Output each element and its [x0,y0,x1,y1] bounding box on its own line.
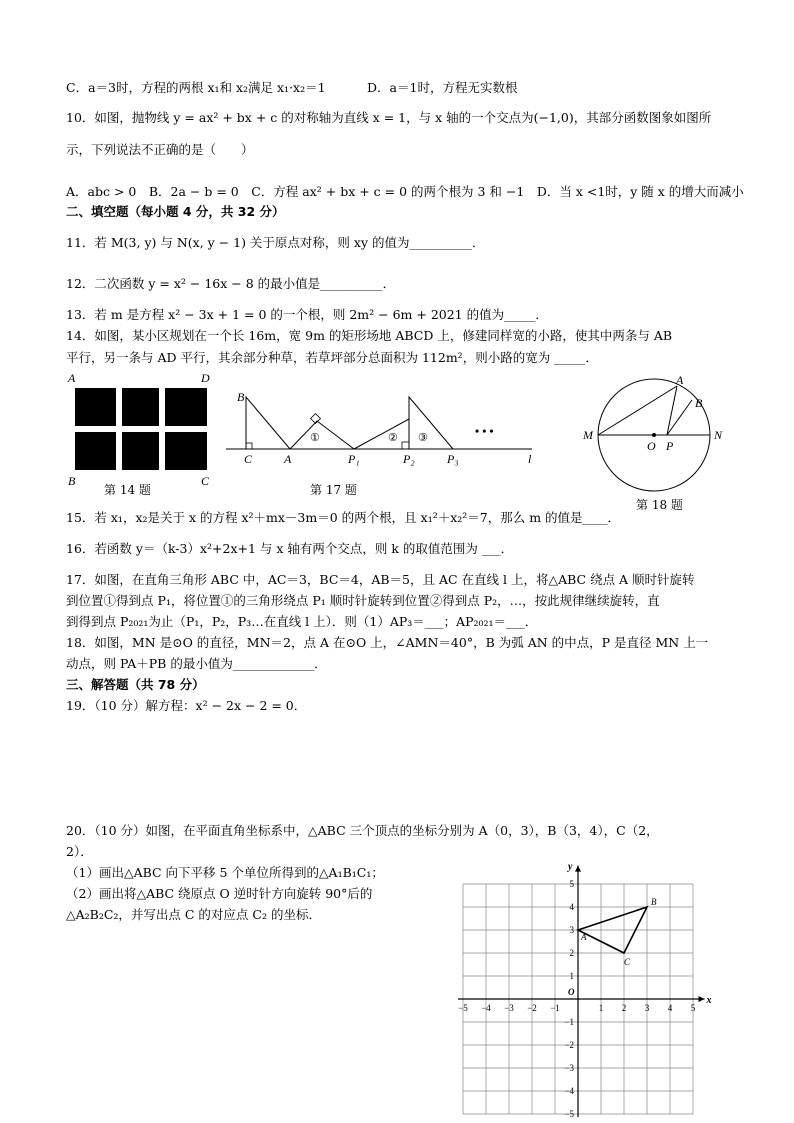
label-M: M [583,428,593,442]
label-circle-2: ② [388,432,398,444]
q18-line2: 动点，则 PA＋PB 的最小值为_____________． [66,656,327,671]
x-axis-arrow [699,996,705,1002]
y-tick-label: 3 [569,925,574,935]
x-tick-label: 1 [598,1003,604,1013]
label-B: B [695,396,703,410]
q14-line2: 平行，另一条与 AD 平行，其余部分种草，若草坪部分总面积为 112m²，则小路的宽为 _____． [66,350,598,365]
y-tick-label: −4 [564,1086,574,1096]
y-tick-label: −2 [564,1040,574,1050]
q17-line3: 到得到点 P₂₀₂₁为止（P₁，P₂，P₃…在直线 l 上）．则（1）AP₃＝___；AP₂₀₂₁＝___． [66,614,538,629]
point-label-C: C [624,957,631,967]
q15: 15．若 x₁，x₂是关于 x 的方程 x²＋mx－3m＝0 的两个根，且 x₁²＋x₂²＝7，那么 m 的值是____． [66,510,621,525]
fig14-caption: 第 14 题 [104,483,151,497]
q19: 19．（10 分）解方程：x² − 2x − 2 = 0． [66,698,307,713]
label-A: A [676,373,684,387]
y-axis-arrow [575,866,581,872]
triangle-2 [354,419,409,449]
q10-options: A．abc > 0 B．2a − b = 0 C．方程 ax² + bx + c = 0 的两个根为 3 和 −1 D．当 x <1时，y 随 x 的增大而减小 [66,184,744,199]
label-C: C [201,474,210,488]
path-horizontal [75,426,207,432]
x-tick-label: −5 [458,1003,468,1013]
y-tick-label: 5 [569,879,574,889]
point-label-A: A [581,932,587,942]
triangle-ABC [246,397,290,449]
y-tick-label: −1 [564,1017,574,1027]
q17-line1: 17．如图，在直角三角形 ABC 中，AC＝3，BC＝4，AB＝5，且 AC 在直线 l 上，将△ABC 绕点 A 顺时针旋转 [66,572,695,587]
label-P3: P₃ [447,452,459,466]
ellipsis: • • • [475,424,494,438]
x-tick-label: 5 [690,1003,696,1013]
label-O: O [647,439,656,453]
x-tick-label: −1 [550,1003,560,1013]
y-tick-label: 2 [569,948,574,958]
label-A: A [68,371,76,385]
q18-line1: 18．如图，MN 是⊙O 的直径，MN＝2，点 A 在⊙O 上，∠AMN＝40°，B 为弧 AN 的中点，P 是直径 MN 上一 [66,635,709,650]
y-tick-label: 1 [569,971,574,981]
fig17-caption: 第 17 题 [310,483,357,497]
label-circle-1: ① [310,432,320,444]
y-axis-label: y [568,861,573,873]
origin-label: O [568,987,575,997]
y-tick-label: 4 [569,902,574,912]
segment-MA [598,386,677,435]
x-tick-label: −2 [527,1003,537,1013]
label-C: C [244,452,253,466]
figure-17 [222,385,542,470]
label-N: N [714,428,723,442]
x-tick-label: 2 [621,1003,627,1013]
path-vertical-1 [116,388,122,470]
section-3-heading: 三、解答题（共 78 分） [66,677,205,692]
label-P1: P₁ [348,452,360,466]
q16: 16．若函数 y＝（k-3）x²+2x+1 与 x 轴有两个交点，则 k 的取值范围为 ___． [66,541,514,556]
q13: 13．若 m 是方程 x² − 3x + 1 = 0 的一个根，则 2m² − 6m + 2021 的值为_____． [66,307,548,322]
label-P2: P₂ [403,452,415,466]
q20-line1: 20．（10 分）如图，在平面直角坐标系中，△ABC 三个顶点的坐标分别为 A（0，3），B（3，4），C（2， [66,823,659,838]
q17-line2: 到位置①得到点 P₁，将位置①的三角形绕点 P₁ 顺时针旋转到位置②得到点 P₂，…，按此规律继续旋转，直 [66,593,660,608]
point-label-B: B [651,897,657,907]
x-tick-label: −4 [481,1003,491,1013]
label-B: B [68,474,76,488]
triangle-3 [409,397,453,449]
y-tick-label: −5 [564,1109,574,1117]
x-axis-label: x [706,995,712,1006]
label-P: P [666,439,674,453]
figure-14 [60,370,220,490]
label-A: A [284,452,292,466]
q12: 12．二次函数 y = x² − 16x − 8 的最小值是__________． [66,276,396,291]
section-2-heading: 二、填空题（每小题 4 分，共 32 分） [66,204,285,219]
path-vertical-2 [159,388,165,470]
q20-sub1: （1）画出△ABC 向下平移 5 个单位所得到的△A₁B₁C₁； [66,865,384,880]
q10-line1: 10．如图，抛物线 y = ax² + bx + c 的对称轴为直线 x = 1，与 x 轴的一个交点为(−1,0)，其部分函数图象如图所 [66,110,712,125]
right-angle-mark [246,443,252,449]
q20-line2: 2）． [66,844,93,859]
q10-line2: 示，下列说法不正确的是（ ） [66,142,254,157]
fig18-caption: 第 18 题 [636,498,683,512]
right-angle-mark-2 [402,442,409,449]
q20-sub2a: （2）画出将△ABC 绕原点 O 逆时针方向旋转 90°后的 [66,886,373,901]
label-B: B [237,390,245,404]
x-tick-label: −3 [504,1003,514,1013]
coordinate-grid [458,855,716,1117]
triangle-1 [290,421,354,449]
label-l: l [528,452,532,466]
x-tick-label: 4 [667,1003,673,1013]
q14-line1: 14．如图，某小区规划在一个长 16m，宽 9m 的矩形场地 ABCD 上，修建同样宽的小路，使其中两条与 AB [66,328,673,343]
label-circle-3: ③ [418,432,428,444]
center-dot [652,433,656,437]
q11: 11．若 M(3, y) 与 N(x, y − 1) 关于原点对称，则 xy 的值为__________． [66,235,485,250]
y-tick-label: −3 [564,1063,574,1073]
q9-options: C．a＝3时，方程的两根 x₁和 x₂满足 x₁·x₂＝1 D．a＝1时，方程无实数根 [66,80,518,95]
label-D: D [201,371,210,385]
figure-18 [575,370,735,500]
q20-sub2b: △A₂B₂C₂，并写出点 C 的对应点 C₂ 的坐标． [66,907,321,922]
x-tick-label: 3 [644,1003,650,1013]
